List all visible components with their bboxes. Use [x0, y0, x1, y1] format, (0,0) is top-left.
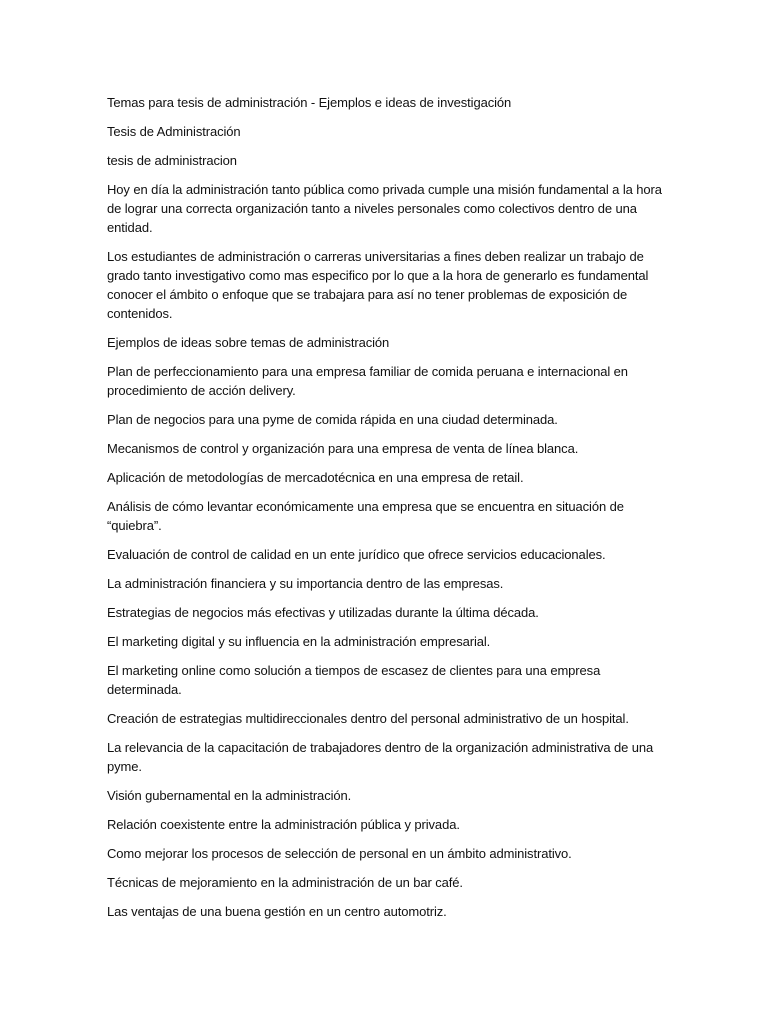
topic-item: La administración financiera y su importancia dentro de las empresas. [107, 576, 504, 591]
topic-item: El marketing digital y su influencia en la administración empresarial. [107, 634, 491, 649]
topic-item: Plan de negocios para una pyme de comida rápida en una ciudad determinada. [107, 412, 558, 427]
topic-item: Aplicación de metodologías de mercadotécnica en una empresa de retail. [107, 470, 524, 485]
topic-item: Evaluación de control de calidad en un ente jurídico que ofrece servicios educacionales. [107, 547, 606, 562]
topic-item: La relevancia de la capacitación de trabajadores dentro de la organización administrativa de una pyme. [107, 740, 654, 774]
topic-item: Relación coexistente entre la administración pública y privada. [107, 817, 460, 832]
topic-item: Como mejorar los procesos de selección de personal en un ámbito administrativo. [107, 846, 572, 861]
topic-item: Creación de estrategias multidireccionales dentro del personal administrativo de un hospital. [107, 711, 629, 726]
topic-item: Mecanismos de control y organización para una empresa de venta de línea blanca. [107, 441, 579, 456]
topic-item: Análisis de cómo levantar económicamente una empresa que se encuentra en situación de “quiebra”. [107, 499, 624, 533]
document-body [107, 93, 663, 931]
topic-item: Las ventajas de una buena gestión en un centro automotriz. [107, 904, 447, 919]
topic-item: El marketing online como solución a tiempos de escasez de clientes para una empresa determinada. [107, 663, 601, 697]
subtitle: Tesis de Administración [107, 124, 241, 139]
intro-paragraph: Hoy en día la administración tanto pública como privada cumple una misión fundamental a la hora de lograr una correcta organización tanto a niveles personales como colectivos dentro de una entidad. [107, 182, 662, 235]
topic-item: Estrategias de negocios más efectivas y utilizadas durante la última década. [107, 605, 539, 620]
section-heading: Ejemplos de ideas sobre temas de administración [107, 335, 390, 350]
document-title: Temas para tesis de administración - Ejemplos e ideas de investigación [107, 95, 512, 110]
topic-item: Plan de perfeccionamiento para una empresa familiar de comida peruana e internacional en procedimiento de acción delivery. [107, 364, 628, 398]
topic-item: Visión gubernamental en la administración. [107, 788, 352, 803]
topic-item: Técnicas de mejoramiento en la administración de un bar café. [107, 875, 463, 890]
students-paragraph: Los estudiantes de administración o carreras universitarias a fines deben realizar un trabajo de grado tanto investigativo como mas especifico por lo que a la hora de generarlo es fundamental conocer el ámbito o enfoque que se trabajara para así no tener problemas de exposición de contenidos. [107, 249, 649, 321]
subtitle-lowercase: tesis de administracion [107, 153, 237, 168]
